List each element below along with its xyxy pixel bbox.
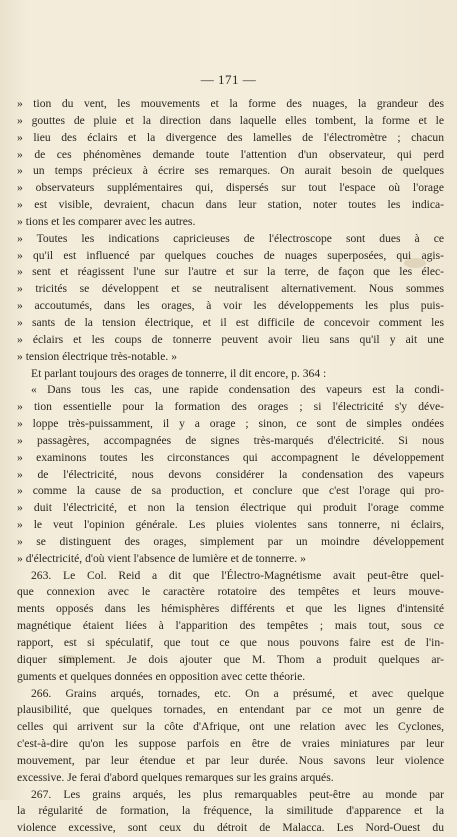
text-line: 267. Les grains arqués, les plus remarquables peut-être au monde par (31, 787, 444, 801)
text-line: » le veut l'opinion générale. Les pluies violentes sans tonnerre, ni éclairs, (17, 518, 444, 532)
text-line: » tions et les comparer avec les autres. (17, 214, 196, 228)
body-text (17, 96, 444, 837)
text-line: » se distinguent des orages, simplement par un moindre développement (17, 534, 444, 548)
text-line: » de ces phénomènes demande toute l'attention d'un observateur, qui perd (17, 147, 444, 161)
text-line: » éclairs et les coups de tonnerre peuvent avoir lieu sans qu'il y ait une (17, 332, 444, 346)
text-line: » comme la cause de sa production, et conclure que c'est l'orage qui pro- (17, 484, 444, 498)
text-line: la régularité de formation, la fréquence, la similitude d'apparence et la (17, 804, 444, 818)
text-line: » examinons toutes les circonstances qui accompagnent le développement (17, 450, 444, 464)
text-line: » sent et réagissent l'une sur l'autre et sur la terre, de façon que les élec- (17, 265, 444, 279)
text-line: » tension électrique très-notable. » (17, 349, 178, 363)
text-line: » lieu des éclairs et la divergence des lamelles de l'électromètre ; chacun (17, 130, 444, 144)
text-line: » tricités se développent et se neutralisent alternativement. Nous sommes (17, 282, 444, 296)
text-line: » loppe très-puissamment, il y a orage ; sinon, ce sont de simples ondées (17, 417, 444, 431)
text-line: » duit l'électricité, et non la tension électrique qui produit l'orage comme (17, 501, 444, 515)
text-line: » d'électricité, d'où vient l'absence de lumière et de tonnerre. » (17, 551, 306, 565)
text-line: » tion du vent, les mouvements et la forme des nuages, la grandeur des (17, 97, 444, 110)
text-line: que connexion avec le caractère rotatoire des tempêtes et leurs mouve- (17, 585, 444, 599)
text-line: » de l'électricité, nous devons considérer la condensation des vapeurs (17, 467, 444, 481)
text-line: » sants de la tension électrique, et il est difficile de concevoir comment les (17, 315, 444, 329)
text-line: » observateurs supplémentaires qui, dispersés sur tout l'espace où l'orage (17, 181, 444, 195)
text-line: » Toutes les indications capricieuses de l'électroscope sont dues à ce (17, 231, 444, 245)
text-line: ments opposés dans les hémisphères différents et que les lignes d'intensité (17, 602, 444, 616)
text-line: Et parlant toujours des orages de tonnerre, il dit encore, p. 364 : (31, 366, 327, 380)
page-number: — 171 — (200, 72, 257, 87)
text-line: 263. Le Col. Reid a dit que l'Électro-Magnétisme avait peut-être quel- (31, 568, 444, 582)
text-line: c'est-à-dire qu'on les suppose parfois en être de vraies miniatures par leur (17, 737, 444, 751)
text-line: 266. Grains arqués, tornades, etc. On a présumé, et avec quelque (31, 686, 444, 700)
text-line: excessive. Je ferai d'abord quelques remarques sur les grains arqués. (17, 770, 334, 784)
text-line: guments et quelques données en opposition avec cette théorie. (17, 669, 306, 683)
text-line: » gouttes de pluie et la direction dans laquelle elles tombent, la forme et le (17, 113, 444, 127)
text-line: » accoutumés, dans les orages, à voir les développements les plus puis- (17, 299, 444, 313)
text-line: violence excessive, sont ceux du détroit de Malacca. Les Nord-Ouest du (17, 821, 444, 835)
text-line: diquer simplement. Je dois ajouter que M. Thom a produit quelques ar- (17, 652, 444, 666)
text-line: » un temps précieux à écrire ses remarques. On aurait besoin de quelques (17, 164, 444, 178)
text-line: rapport, est si spéculatif, que tout ce que nous pouvons faire est de l'in- (17, 636, 444, 649)
text-line: » qu'il est influencé par quelques couches de nuages superposées, qui agis- (17, 248, 444, 262)
text-line: « Dans tous les cas, une rapide condensation des vapeurs est la condi- (31, 383, 444, 397)
text-line: plausibilité, que quelques tornades, en entendant par ce mot un genre de (17, 703, 444, 717)
text-line: celles qui arrivent sur la côte d'Afrique, ont une relation avec les Cyclones, (17, 720, 444, 734)
text-line: » tion essentielle pour la formation des orages ; si l'électricité s'y déve- (17, 400, 444, 414)
text-line: » passagères, accompagnées de signes très-marqués d'électricité. Si nous (17, 433, 444, 447)
text-line: mouvement, par leur étendue et par leur durée. Nous savons leur violence (17, 753, 444, 767)
text-line: magnétique étaient liées à l'apparition des tempêtes ; mais tout, sous ce (17, 619, 444, 633)
text-line: » est visible, devraient, chacun dans leur station, noter toutes les indica- (17, 198, 444, 212)
